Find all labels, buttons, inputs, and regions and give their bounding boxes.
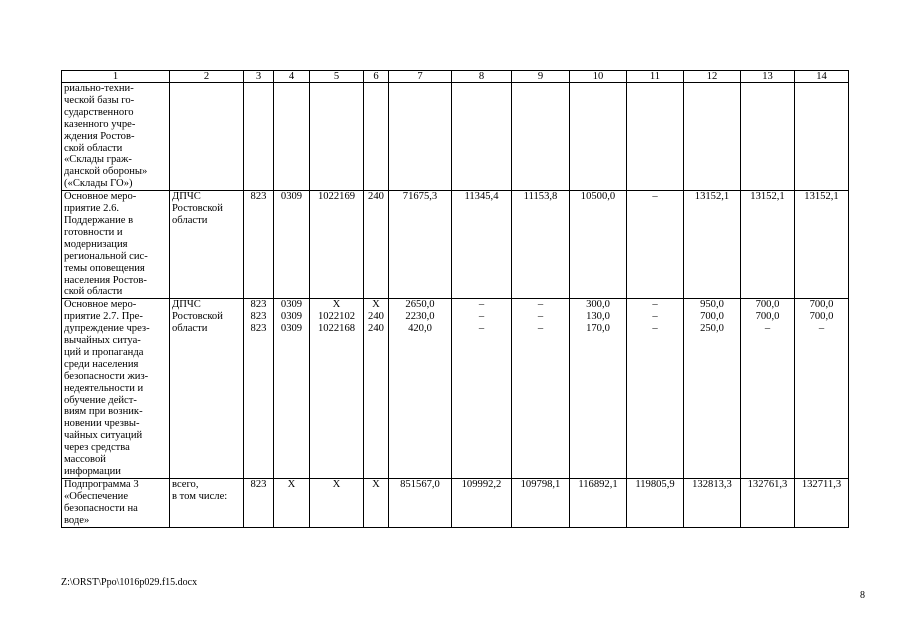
year-cell: 10500,0 (570, 191, 627, 299)
vr-cell: 240 (364, 191, 389, 299)
year-cell: 109798,1 (512, 478, 570, 527)
budget-table (61, 70, 849, 528)
col-header-4: 4 (274, 71, 310, 83)
file-path: Z:\ORST\Ppo\1016p029.f15.docx (61, 577, 198, 588)
csr-cell: Х 1022102 1022168 (310, 299, 364, 479)
year-cell: 13152,1 (684, 191, 741, 299)
executor-cell: ДПЧС Ростовской области (170, 191, 244, 299)
year-cell: 116892,1 (570, 478, 627, 527)
col-header-12: 12 (684, 71, 741, 83)
year-cell: 300,0 130,0 170,0 (570, 299, 627, 479)
total-cell: 2650,0 2230,0 420,0 (389, 299, 452, 479)
col-header-9: 9 (512, 71, 570, 83)
vr-cell: Х 240 240 (364, 299, 389, 479)
year-cell: 119805,9 (627, 478, 684, 527)
col-header-13: 13 (741, 71, 795, 83)
rzpr-cell: Х (274, 478, 310, 527)
year-cell: 700,0 700,0 – (741, 299, 795, 479)
csr-cell: Х (310, 478, 364, 527)
year-cell: 132761,3 (741, 478, 795, 527)
year-cell: 132813,3 (684, 478, 741, 527)
col-header-5: 5 (310, 71, 364, 83)
year-cell: 950,0 700,0 250,0 (684, 299, 741, 479)
year-cell: 109992,2 (452, 478, 512, 527)
col-header-11: 11 (627, 71, 684, 83)
executor-cell: всего, в том числе: (170, 478, 244, 527)
year-cell: – (627, 191, 684, 299)
year-cell: 13152,1 (741, 191, 795, 299)
col-header-8: 8 (452, 71, 512, 83)
table-row (62, 478, 849, 527)
row-name-cell: Основное меро- приятие 2.6. Поддержание в готовности и модернизация региональной сис- темы оповещения населения Ростов- ской области (62, 191, 170, 299)
rzpr-cell: 0309 0309 0309 (274, 299, 310, 479)
total-cell: 851567,0 (389, 478, 452, 527)
year-cell: – – – (627, 299, 684, 479)
year-cell: 11345,4 (452, 191, 512, 299)
grbs-cell: 823 (244, 478, 274, 527)
row-name-cell: Основное меро- приятие 2.7. Пре- дупреждение чрез- вычайных ситуа- ций и пропаганда среди населения безопасности жиз- недеятельности и обучение дейст- виям при возник- новении чрезвы- чайных ситуаций через средства массовой информации (62, 299, 170, 479)
grbs-cell: 823 823 823 (244, 299, 274, 479)
rzpr-cell: 0309 (274, 191, 310, 299)
col-header-14: 14 (795, 71, 849, 83)
total-cell: 71675,3 (389, 191, 452, 299)
year-cell: 11153,8 (512, 191, 570, 299)
executor-cell: ДПЧС Ростовской области (170, 299, 244, 479)
col-header-10: 10 (570, 71, 627, 83)
grbs-cell: 823 (244, 191, 274, 299)
header-row (62, 71, 849, 83)
col-header-3: 3 (244, 71, 274, 83)
year-cell: – – – (452, 299, 512, 479)
vr-cell: Х (364, 478, 389, 527)
col-header-7: 7 (389, 71, 452, 83)
col-header-2: 2 (170, 71, 244, 83)
year-cell: – – – (512, 299, 570, 479)
row-name-cell: Подпрограмма 3 «Обеспечение безопасности на воде» (62, 478, 170, 527)
page-number: 8 (860, 590, 865, 601)
col-header-6: 6 (364, 71, 389, 83)
col-header-1: 1 (62, 71, 170, 83)
table-row (62, 83, 849, 191)
table-row (62, 299, 849, 479)
table-row (62, 191, 849, 299)
year-cell: 13152,1 (795, 191, 849, 299)
year-cell: 132711,3 (795, 478, 849, 527)
row-name-cell: риально-техни- ческой базы го- сударственного казенного учре- ждения Ростов- ской области «Склады граж- данской обороны» («Склады ГО») (62, 83, 170, 191)
csr-cell: 1022169 (310, 191, 364, 299)
year-cell: 700,0 700,0 – (795, 299, 849, 479)
